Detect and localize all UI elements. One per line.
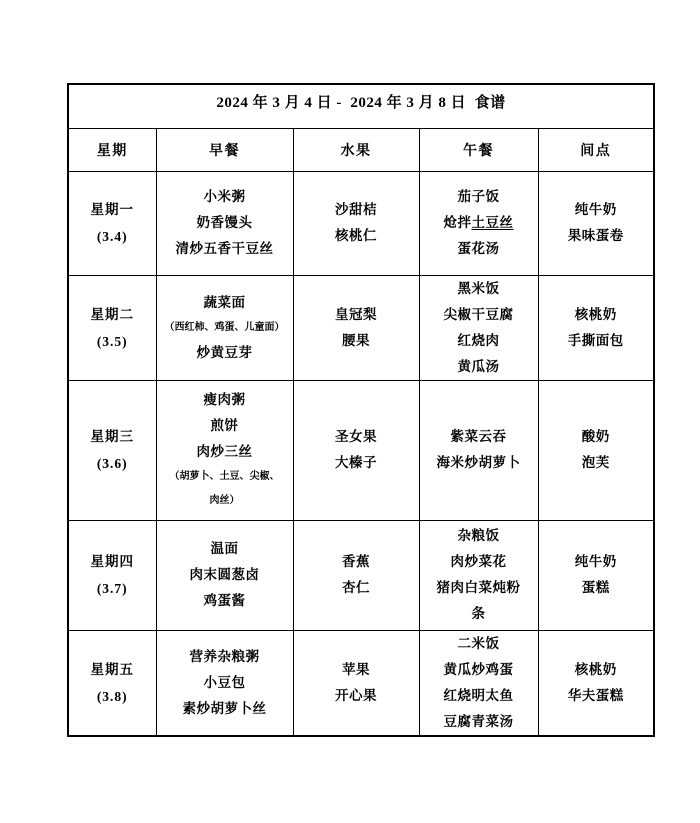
menu-item: 黄瓜炒鸡蛋 (443, 661, 514, 677)
menu-item: 猪肉白菜炖粉 (436, 580, 521, 595)
menu-item: 奶香馒头 (196, 215, 253, 230)
snack-cell (538, 275, 654, 380)
lunch-cell (419, 275, 538, 380)
menu-item: 沙甜桔 (335, 202, 377, 217)
date-label: (3.7) (96, 581, 128, 596)
menu-item: 皇冠梨 (335, 306, 377, 322)
menu-item-note: （胡萝卜、土豆、尖椒、 (169, 471, 280, 482)
table-row-friday (68, 630, 654, 736)
menu-item: 华夫蛋糕 (567, 687, 624, 703)
week-label: 星期五 (90, 661, 134, 677)
lunch-cell (419, 630, 538, 736)
menu-item: 红烧明太鱼 (443, 687, 514, 703)
fruit-cell (293, 171, 419, 275)
menu-item: 炒黄豆芽 (196, 344, 253, 360)
menu-item: 泡芙 (581, 455, 610, 470)
header-week: 星期 (68, 128, 156, 171)
table-row-monday (68, 171, 654, 275)
menu-item (420, 210, 538, 236)
menu-item: 瘦肉粥 (203, 392, 246, 407)
menu-item: 杂粮饭 (457, 528, 500, 543)
menu-item: 大榛子 (335, 455, 377, 470)
week-cell (68, 630, 156, 736)
table-row-tuesday (68, 275, 654, 380)
week-cell (68, 171, 156, 275)
menu-item: 杏仁 (342, 580, 370, 595)
week-cell (68, 275, 156, 380)
menu-item: 海米炒胡萝卜 (436, 455, 521, 470)
menu-item: 条 (471, 606, 486, 621)
menu-item: 豆腐青菜汤 (443, 713, 514, 729)
lunch-cell (419, 171, 538, 275)
underlined-text: 土豆丝 (471, 215, 514, 230)
fruit-cell (293, 380, 419, 520)
date-label: (3.4) (96, 229, 128, 244)
menu-item: 苹果 (342, 661, 370, 677)
week-cell (68, 520, 156, 630)
menu-item: 黑米饭 (457, 280, 500, 296)
menu-item: 红烧肉 (457, 332, 500, 348)
breakfast-cell (156, 520, 293, 630)
menu-item: 香蕉 (342, 554, 370, 569)
menu-item: 温面 (210, 541, 239, 556)
menu-item: 营养杂粮粥 (189, 648, 260, 664)
snack-cell (538, 380, 654, 520)
menu-item: 酸奶 (581, 429, 610, 444)
breakfast-cell (156, 630, 293, 736)
menu-item: 黄瓜汤 (457, 358, 500, 374)
fruit-cell (293, 630, 419, 736)
header-row (68, 128, 654, 171)
fruit-cell (293, 520, 419, 630)
menu-item-note: 肉丝） (209, 495, 240, 506)
menu-item: 清炒五香干豆丝 (175, 241, 274, 256)
menu-item: 圣女果 (335, 429, 377, 444)
menu-item: 小米粥 (203, 189, 246, 204)
table-row-wednesday (68, 380, 654, 520)
week-label: 星期四 (90, 554, 134, 569)
menu-item: 核桃仁 (335, 228, 377, 243)
week-label: 星期一 (90, 202, 134, 217)
document-title: 2024 年 3 月 4 日 - 2024 年 3 月 8 日 食谱 (68, 84, 654, 128)
date-label: (3.8) (96, 688, 128, 704)
week-cell (68, 380, 156, 520)
menu-item: 核桃奶 (574, 661, 617, 677)
header-snack: 间点 (538, 128, 654, 171)
menu-item: 紫菜云吞 (450, 429, 507, 444)
breakfast-cell (156, 380, 293, 520)
menu-item: 肉炒三丝 (196, 444, 253, 459)
snack-cell (538, 171, 654, 275)
menu-item: 蛋糕 (581, 580, 610, 595)
menu-item: 煎饼 (210, 418, 239, 433)
menu-item-note: （西红柿、鸡蛋、儿童面） (164, 321, 285, 333)
menu-item-text: 炝拌 (443, 215, 472, 230)
week-label: 星期二 (90, 306, 134, 322)
header-lunch: 午餐 (419, 128, 538, 171)
menu-item: 蛋花汤 (457, 241, 500, 256)
menu-item: 茄子饭 (457, 189, 500, 204)
menu-item: 开心果 (335, 687, 377, 703)
menu-item: 腰果 (342, 332, 370, 348)
snack-cell (538, 630, 654, 736)
week-label: 星期三 (90, 429, 134, 444)
menu-item: 小豆包 (203, 674, 246, 690)
menu-item: 核桃奶 (574, 306, 617, 322)
menu-table (67, 83, 655, 737)
menu-item: 肉末圆葱卤 (189, 567, 260, 582)
menu-item: 尖椒干豆腐 (443, 306, 514, 322)
menu-item: 鸡蛋酱 (203, 593, 246, 608)
fruit-cell (293, 275, 419, 380)
snack-cell (538, 520, 654, 630)
header-fruit: 水果 (293, 128, 419, 171)
menu-item: 肉炒菜花 (450, 554, 507, 569)
table-row-thursday (68, 520, 654, 630)
menu-item: 果味蛋卷 (567, 228, 624, 243)
date-label: (3.6) (96, 456, 128, 471)
header-breakfast: 早餐 (156, 128, 293, 171)
lunch-cell (419, 520, 538, 630)
menu-item: 纯牛奶 (574, 554, 617, 569)
menu-item: 蔬菜面 (203, 294, 246, 310)
lunch-cell (419, 380, 538, 520)
breakfast-cell (156, 275, 293, 380)
title-row (68, 84, 654, 128)
menu-item: 二米饭 (457, 635, 500, 651)
menu-item: 手撕面包 (567, 332, 624, 348)
breakfast-cell (156, 171, 293, 275)
menu-item: 纯牛奶 (574, 202, 617, 217)
date-label: (3.5) (96, 333, 128, 349)
menu-item: 素炒胡萝卜丝 (182, 700, 267, 716)
